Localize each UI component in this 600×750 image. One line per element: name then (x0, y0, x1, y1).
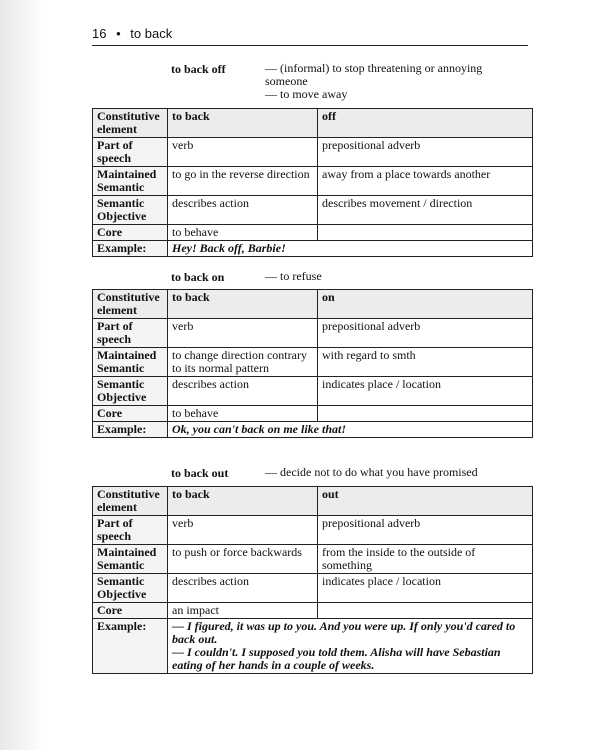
table-cell: away from a place towards another (318, 167, 533, 196)
table-cell: Part of speech (93, 319, 168, 348)
table-row (93, 619, 533, 674)
table-row (93, 574, 533, 603)
table-cell: Core (93, 225, 168, 241)
example-text: Hey! Back off, Barbie! (168, 241, 533, 257)
table-cell: Semantic Objective (93, 377, 168, 406)
table-cell: Semantic Objective (93, 196, 168, 225)
table-cell: off (318, 109, 533, 138)
table-cell: Part of speech (93, 138, 168, 167)
table-row (93, 138, 533, 167)
example-label: Example: (93, 619, 168, 674)
table-cell: Constitutive element (93, 487, 168, 516)
example-label: Example: (93, 422, 168, 438)
table-row (93, 196, 533, 225)
table-cell: describes action (168, 196, 318, 225)
table-cell: to push or force backwards (168, 545, 318, 574)
table-cell: Maintained Semantic (93, 545, 168, 574)
table-cell (318, 406, 533, 422)
table-cell: describes movement / direction (318, 196, 533, 225)
entry-term: to back out (171, 466, 229, 480)
table-cell: out (318, 487, 533, 516)
table-cell: Semantic Objective (93, 574, 168, 603)
entry-definitions (265, 62, 515, 101)
table-cell: to behave (168, 406, 318, 422)
table-cell: prepositional adverb (318, 319, 533, 348)
table-cell: an impact (168, 603, 318, 619)
semantic-table (92, 289, 533, 438)
table-cell: Part of speech (93, 516, 168, 545)
definition-line: — to move away (265, 87, 348, 101)
table-row (93, 603, 533, 619)
table-cell: to back (168, 109, 318, 138)
definition-line: — to refuse (265, 269, 322, 283)
table-cell: prepositional adverb (318, 138, 533, 167)
table-row (93, 348, 533, 377)
table-row (93, 422, 533, 438)
table-cell: to change direction contrary to its normal pattern (168, 348, 318, 377)
entry-definitions (265, 466, 515, 479)
example-text (168, 619, 533, 674)
table-cell: with regard to smth (318, 348, 533, 377)
page-number: 16 (92, 26, 107, 41)
entry-definitions (265, 270, 515, 283)
header-rule (92, 45, 528, 46)
running-head: to back (130, 26, 173, 41)
example-line: — I figured, it was up to you. And you were up. If only you'd cared to back out. (172, 619, 516, 646)
example-line: — I couldn't. I supposed you told them. Alisha will have Sebastian eating of her hands in a couple of weeks. (172, 645, 501, 672)
entry-term: to back off (171, 62, 226, 76)
table-row (93, 377, 533, 406)
table-cell: from the inside to the outside of something (318, 545, 533, 574)
table-cell: indicates place / location (318, 377, 533, 406)
table-cell: Core (93, 603, 168, 619)
running-header (92, 26, 528, 41)
table-cell: to behave (168, 225, 318, 241)
table-row (93, 225, 533, 241)
table-row (93, 487, 533, 516)
table-row (93, 516, 533, 545)
table-cell: verb (168, 516, 318, 545)
definition-line: someone (265, 74, 308, 88)
example-label: Example: (93, 241, 168, 257)
table-cell: describes action (168, 574, 318, 603)
entry-term: to back on (171, 270, 225, 284)
table-cell: Maintained Semantic (93, 167, 168, 196)
entry-heading (171, 465, 478, 481)
definition-line: — (informal) to stop threatening or annoying (265, 61, 483, 75)
table-cell: Constitutive element (93, 290, 168, 319)
table-cell: Core (93, 406, 168, 422)
entry-heading (171, 269, 322, 285)
table-cell: Maintained Semantic (93, 348, 168, 377)
definition-line: — decide not to do what you have promised (265, 465, 478, 479)
table-cell: Constitutive element (93, 109, 168, 138)
table-row (93, 241, 533, 257)
table-cell: to go in the reverse direction (168, 167, 318, 196)
table-row (93, 290, 533, 319)
table-row (93, 406, 533, 422)
table-cell (318, 225, 533, 241)
table-cell: verb (168, 319, 318, 348)
table-cell: on (318, 290, 533, 319)
table-row (93, 167, 533, 196)
table-cell: describes action (168, 377, 318, 406)
example-text: Ok, you can't back on me like that! (168, 422, 533, 438)
table-cell: to back (168, 487, 318, 516)
header-bullet: • (116, 26, 121, 41)
table-cell: to back (168, 290, 318, 319)
table-cell: prepositional adverb (318, 516, 533, 545)
table-cell: indicates place / location (318, 574, 533, 603)
semantic-table (92, 108, 533, 257)
table-row (93, 109, 533, 138)
semantic-table (92, 486, 533, 674)
table-cell (318, 603, 533, 619)
table-row (93, 545, 533, 574)
scan-shadow (0, 0, 44, 750)
table-cell: verb (168, 138, 318, 167)
entry-heading (171, 61, 483, 101)
table-row (93, 319, 533, 348)
